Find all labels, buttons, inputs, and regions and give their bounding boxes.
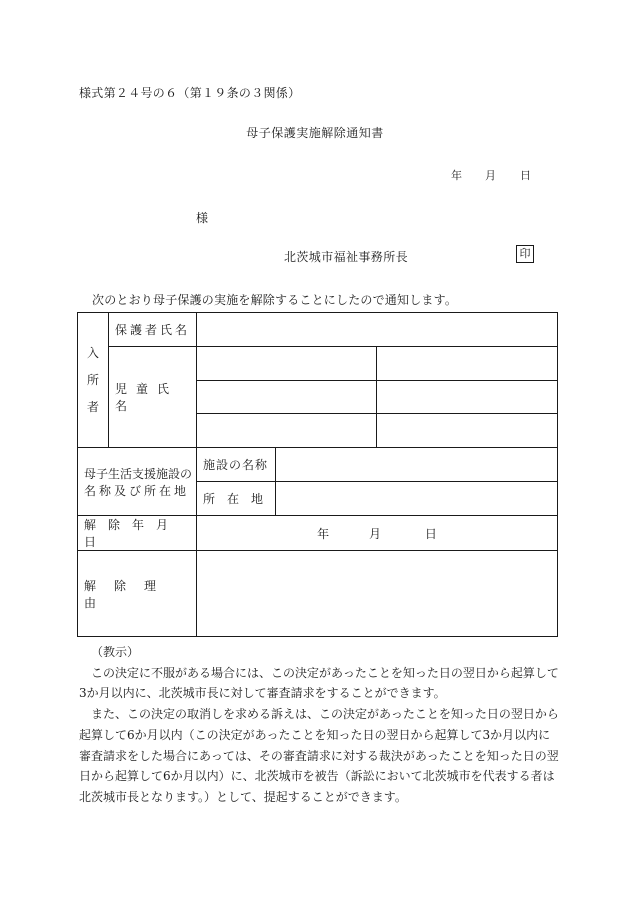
facility-label-line1: 母子生活支援施設の <box>84 466 193 481</box>
nyusho-char-3: 者 <box>86 400 99 414</box>
facility-address-label: 所在地 <box>197 482 276 516</box>
issuer-name: 北茨城市福祉事務所長 <box>284 250 409 264</box>
notice-paragraph-2: また、この決定の取消しを求める訴えは、この決定があったことを知った日の翌日から起算して6か月以内（この決定があったことを知った日の翌日から起算して3か月以内に審査請求をした場合にあっては、その審査請求に対する裁決があったことを知った日の翌日から起算して6か月以内）に、北茨城市を被告（訴訟において北茨城市を代表する者は北茨城市長となります。）として、提起することができます。 <box>79 707 559 804</box>
addressee-suffix: 様 <box>196 211 209 225</box>
form-number: 様式第２４号の６（第１９条の３関係） <box>79 86 301 100</box>
child-name-field-1b[interactable] <box>377 347 558 381</box>
facility-name-label: 施設の名称 <box>197 448 276 482</box>
child-name-field-3b[interactable] <box>377 414 558 448</box>
release-date-day: 日 <box>424 526 437 541</box>
nyusho-char-1: 入 <box>86 346 99 360</box>
guardian-name-label: 保護者氏名 <box>109 313 197 347</box>
child-name-field-3a[interactable] <box>197 414 377 448</box>
child-name-field-2b[interactable] <box>377 381 558 414</box>
seal-mark: 印 <box>516 245 534 263</box>
notice-section <box>79 642 559 808</box>
release-date-label: 解除年月日 <box>78 516 197 551</box>
date-year-label: 年 <box>451 169 462 182</box>
release-reason-label: 解除理由 <box>78 551 197 637</box>
release-reason-field[interactable] <box>197 551 558 637</box>
nyusho-char-2: 所 <box>86 373 99 387</box>
release-date-year: 年 <box>317 526 330 541</box>
facility-label <box>78 448 197 516</box>
nyusho-label <box>78 313 109 448</box>
facility-address-field[interactable] <box>276 482 558 516</box>
intro-text: 次のとおり母子保護の実施を解除することにしたので通知します。 <box>92 293 458 307</box>
release-date-field[interactable] <box>197 516 558 551</box>
notice-heading: （教示） <box>91 645 140 659</box>
child-name-field-1a[interactable] <box>197 347 377 381</box>
child-name-field-2a[interactable] <box>197 381 377 414</box>
form-table <box>77 312 558 637</box>
facility-label-line2: 名称及び所在地 <box>84 483 190 498</box>
release-date-month: 月 <box>369 526 382 541</box>
guardian-name-field[interactable] <box>197 313 558 347</box>
document-title: 母子保護実施解除通知書 <box>246 126 384 140</box>
facility-name-field[interactable] <box>276 448 558 482</box>
notice-paragraph-1: この決定に不服がある場合には、この決定があったことを知った日の翌日から起算して3か月以内に、北茨城市長に対して審査請求をすることができます。 <box>79 665 559 701</box>
child-name-label: 児童氏名 <box>109 347 197 448</box>
date-month-label: 月 <box>485 169 496 182</box>
date-day-label: 日 <box>520 169 531 182</box>
